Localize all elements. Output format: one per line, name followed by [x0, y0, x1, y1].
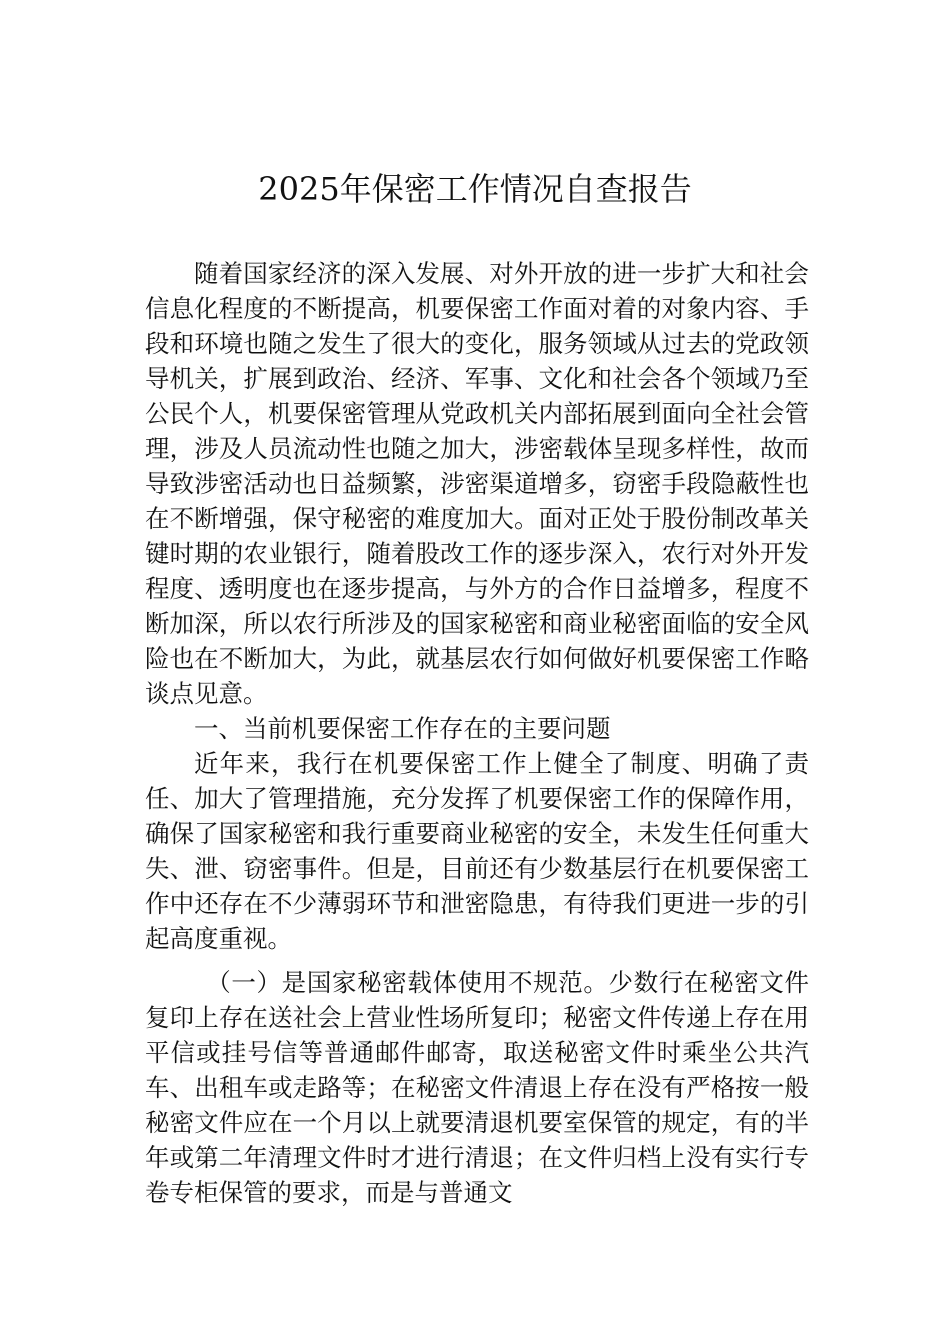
document-title: 2025年保密工作情况自查报告 [258, 170, 692, 208]
subsection-paragraph: （一）是国家秘密载体使用不规范。少数行在秘密文件复印上存在送社会上营业性场所复印；秘密文件传递上存在用平信或挂号信等普通邮件邮寄，取送秘密文件时乘坐公共汽车、出租车或走路等；在秘密文件清退上存在没有严格按一般秘密文件应在一个月以上就要清退机要室保管的规定，有的半年或第二年清理文件时才进行清退；在文件归档上没有实行专卷专柜保管的要求，而是与普通文 [145, 968, 809, 1207]
document-body [145, 256, 809, 1210]
section-heading: 一、当前机要保密工作存在的主要问题 [194, 714, 611, 743]
intro-paragraph: 随着国家经济的深入发展、对外开放的进一步扩大和社会信息化程度的不断提高，机要保密工作面对着的对象内容、手段和环境也随之发生了很大的变化，服务领域从过去的党政领导机关，扩展到政治、经济、军事、文化和社会各个领域乃至公民个人，机要保密管理从党政机关内部拓展到面向全社会管理，涉及人员流动性也随之加大，涉密载体呈现多样性，故而导致涉密活动也日益频繁，涉密渠道增多，窃密手段隐蔽性也在不断增强，保守秘密的难度加大。面对正处于股份制改革关键时期的农业银行，随着股改工作的逐步深入，农行对外开发程度、透明度也在逐步提高，与外方的合作日益增多，程度不断加深，所以农行所涉及的国家秘密和商业秘密面临的安全风险也在不断加大，为此，就基层农行如何做好机要保密工作略谈点见意。 [145, 259, 809, 708]
section-paragraph: 近年来，我行在机要保密工作上健全了制度、明确了责任、加大了管理措施，充分发挥了机要保密工作的保障作用，确保了国家秘密和我行重要商业秘密的安全，未发生任何重大失、泄、窃密事件。但是，目前还有少数基层行在机要保密工作中还存在不少薄弱环节和泄密隐患，有待我们更进一步的引起高度重视。 [145, 749, 809, 953]
